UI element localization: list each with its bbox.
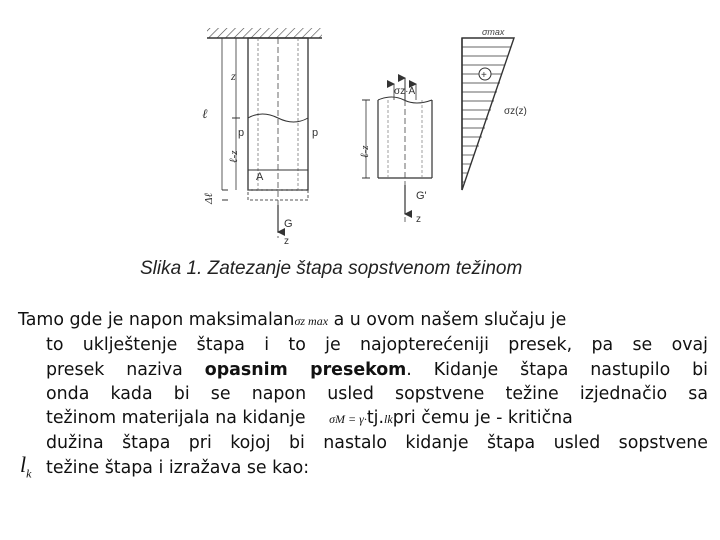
label-plus: + (481, 70, 487, 81)
margin-lk-symbol (20, 452, 31, 481)
support-hatching (207, 28, 322, 38)
text-segment: a u ovom našem slučaju je (328, 310, 567, 330)
label-sigma-max: σmax (482, 27, 505, 37)
label-A: A (256, 171, 264, 183)
paragraph-line-4: onda kada bi se napon usled sopstvene težine izjednačio sa (46, 383, 708, 404)
paragraph-line-6: dužina štapa pri kojoj bi nastalo kidanje štapa usled sopstvene (46, 433, 708, 454)
label-G-prime: G' (416, 190, 427, 202)
lk-inline-symbol: lk (384, 412, 393, 427)
sigma-m-formula: σM = γ· (329, 412, 367, 427)
text-segment: . Kidanje štapa nastupilo bi (406, 359, 708, 380)
label-z: z (231, 69, 236, 83)
paragraph-line-1 (18, 308, 708, 333)
label-l-minus-z-mid: ℓ-z (359, 145, 371, 158)
paragraph-line-3 (18, 358, 708, 382)
lk-subscript: k (26, 466, 32, 481)
paragraph-line-7: težine štapa i izražava se kao: (46, 457, 310, 478)
label-l: ℓ (202, 106, 208, 121)
paragraph-line-2: to uklještenje štapa i to je najopterećeniji presek, pa se ovaj (46, 335, 708, 356)
label-delta-l: Δℓ (203, 192, 215, 204)
text-segment: pri čemu je - kritična (392, 408, 573, 429)
figure-caption: Slika 1. Zatezanje štapa sopstvenom težinom (140, 258, 523, 279)
body-paragraph (18, 308, 708, 480)
lk-letter: l (20, 452, 27, 477)
hanging-bar-diagram (207, 28, 322, 238)
text-segment: tj. (366, 408, 385, 429)
term-opasnim-presekom: opasnim presekom (204, 359, 407, 380)
label-sigma-z-A: σz·A (394, 86, 416, 97)
label-sigma-z-of-z: σz(z) (504, 106, 527, 117)
label-p-left: p (238, 127, 245, 139)
label-l-minus-z: ℓ-z (228, 150, 240, 163)
text-segment: težinom materijala na kidanje (46, 408, 312, 429)
label-G: G (284, 218, 293, 230)
sigma-zmax-symbol: σz max (294, 314, 329, 328)
paragraph-line-5 (18, 406, 708, 431)
text-segment: presek naziva (46, 359, 205, 380)
figure-diagram (0, 0, 720, 260)
label-p-right: p (312, 127, 319, 139)
label-z-mid: z (416, 214, 421, 225)
label-z-bottom: z (284, 236, 289, 247)
text-segment: Tamo gde je napon maksimalan (18, 310, 295, 330)
